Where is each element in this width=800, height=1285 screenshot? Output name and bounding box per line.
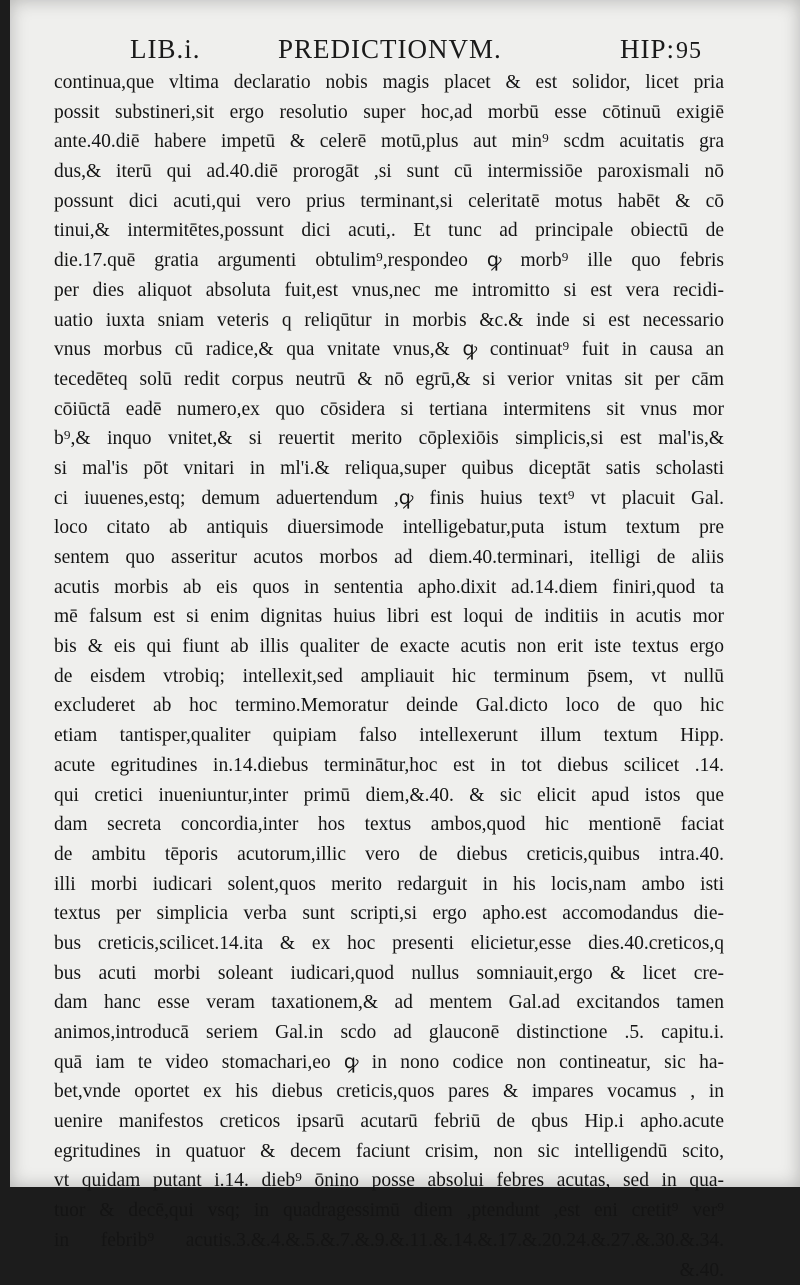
- text-line: de eisdem vtrobiq; intellexit,sed ampliauit hic terminum p̄sem, vt nullū: [54, 662, 724, 692]
- text-line: uenire manifestos creticos ipsarū acutarū febriū de qbus Hip.i apho.acute: [54, 1107, 724, 1137]
- text-line: possunt dici acuti,qui vero prius terminant,si celeritatē motus habēt & cō: [54, 187, 724, 217]
- text-line: &.40.: [54, 1256, 724, 1285]
- text-line: dam hanc esse veram taxationem,& ad mentem Gal.ad excitandos tamen: [54, 988, 724, 1018]
- text-line: per dies aliquot absoluta fuit,est vnus,nec me intromitto si est vera recidi-: [54, 276, 724, 306]
- text-line: vt quidam putant i.14. dieb⁹ ōnino posse absolui febres acutas, sed in qua-: [54, 1166, 724, 1196]
- text-line: in febrib⁹ acutis.3.&.4.&.5.&.7.&.9.&.11.&.14.&.17.&.20.24.&.27.&.30.&.34.: [54, 1226, 724, 1256]
- text-line: si mal'is pōt vnitari in ml'i.& reliqua,super quibus diceptāt satis scholasti: [54, 454, 724, 484]
- text-line: textus per simplicia verba sunt scripti,si ergo apho.est accomodandus die-: [54, 899, 724, 929]
- text-line: bet,vnde oportet ex his diebus creticis,quos pares & impares vocamus , in: [54, 1077, 724, 1107]
- running-title: PREDICTIONVM.: [278, 34, 502, 65]
- running-header: [10, 34, 800, 70]
- text-line: etiam tantisper,qualiter quipiam falso intellexerunt illum textum Hipp.: [54, 721, 724, 751]
- text-line: ci iuuenes,estq; demum aduertendum ,ꝙ finis huius text⁹ vt placuit Gal.: [54, 484, 724, 514]
- text-line: loco citato ab antiquis diuersimode intelligebatur,puta istum textum pre: [54, 513, 724, 543]
- text-line: acutis morbis ab eis quos in sententia apho.dixit ad.14.diem finiri,quod ta: [54, 573, 724, 603]
- text-line: egritudines in quatuor & decem faciunt crisim, non sic intelligendū scito,: [54, 1137, 724, 1167]
- text-line: possit substineri,sit ergo resolutio super hoc,ad morbū esse cōtinuū exigiē: [54, 98, 724, 128]
- text-line: dam secreta concordia,inter hos textus ambos,quod hic mentionē faciat: [54, 810, 724, 840]
- author-abbrev: HIP:: [620, 34, 675, 65]
- text-line: quā iam te video stomachari,eo ꝙ in nono codice non contineatur, sic ha-: [54, 1048, 724, 1078]
- manuscript-page: [10, 0, 800, 1187]
- text-line: bus creticis,scilicet.14.ita & ex hoc presenti elicietur,esse dies.40.creticos,q: [54, 929, 724, 959]
- text-line: animos,introducā seriem Gal.in scdo ad glauconē distinctione .5. capitu.i.: [54, 1018, 724, 1048]
- text-line: tecedēteq solū redit corpus neutrū & nō egrū,& si verior vnitas sit per cām: [54, 365, 724, 395]
- text-line: mē falsum est si enim dignitas huius libri est loqui de inditiis in acutis mor: [54, 602, 724, 632]
- text-line: bis & eis qui fiunt ab illis qualiter de exacte acutis non erit iste textus ergo: [54, 632, 724, 662]
- text-line: tinui,& intermitētes,possunt dici acuti,. Et tunc ad principale obiectū de: [54, 216, 724, 246]
- text-line: uatio iuxta sniam veteris q reliqūtur in morbis &c.& inde si est necessario: [54, 306, 724, 336]
- book-number: LIB.i.: [130, 34, 201, 65]
- text-line: qui cretici inueniuntur,inter primū diem,&.40. & sic elicit apud istos que: [54, 781, 724, 811]
- text-line: ante.40.diē habere impetū & celerē motū,plus aut min⁹ scdm acuitatis gra: [54, 127, 724, 157]
- text-line: die.17.quē gratia argumenti obtulim⁹,respondeo ꝙ morb⁹ ille quo febris: [54, 246, 724, 276]
- text-line: tuor & decē,qui vsq; in quadragessimū diem ,ptendunt ,est eni cretit⁹ ver⁹: [54, 1196, 724, 1226]
- body-text: [54, 68, 724, 1285]
- text-line: bus acuti morbi soleant iudicari,quod nullus somniauit,ergo & licet cre-: [54, 959, 724, 989]
- page-number: 95: [676, 38, 702, 65]
- text-line: vnus morbus cū radice,& qua vnitate vnus,& ꝙ continuat⁹ fuit in causa an: [54, 335, 724, 365]
- text-line: acute egritudines in.14.diebus terminātur,hoc est in tot diebus scilicet .14.: [54, 751, 724, 781]
- text-line: excluderet ab hoc termino.Memoratur deinde Gal.dicto loco de quo hic: [54, 691, 724, 721]
- text-line: dus,& iterū qui ad.40.diē prorogāt ,si sunt cū intermissiōe paroxismali nō: [54, 157, 724, 187]
- text-line: cōiūctā eadē numero,ex quo cōsidera si tertiana intermitens sit vnus mor: [54, 395, 724, 425]
- text-line: de ambitu tēporis acutorum,illic vero de diebus creticis,quibus intra.40.: [54, 840, 724, 870]
- text-line: illi morbi iudicari solent,quos merito redarguit in his locis,nam ambo isti: [54, 870, 724, 900]
- text-line: b⁹,& inquo vnitet,& si reuertit merito cōplexiōis simplicis,si est mal'is,&: [54, 424, 724, 454]
- text-line: sentem quo asseritur acutos morbos ad diem.40.terminari, itelligi de aliis: [54, 543, 724, 573]
- text-line: continua,que vltima declaratio nobis magis placet & est solidor, licet pria: [54, 68, 724, 98]
